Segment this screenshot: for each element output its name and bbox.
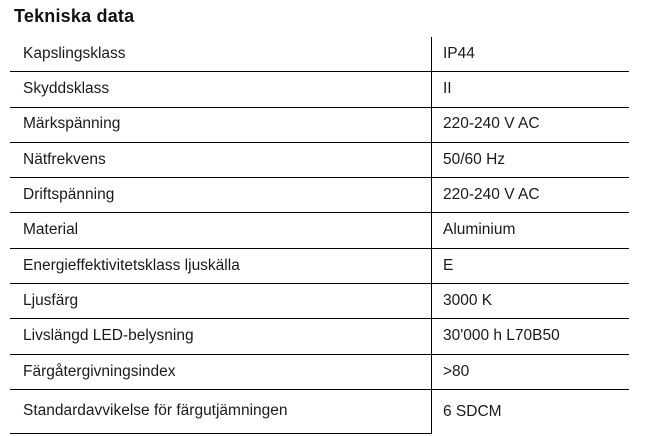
spec-label: Energieffektivitetsklass ljuskälla (10, 249, 432, 284)
spec-value: 220-240 V AC (432, 108, 629, 143)
spec-label: Livslängd LED-belysning (10, 319, 432, 354)
spec-label: Färgåtergivningsindex (10, 355, 432, 390)
table-row (10, 355, 629, 390)
spec-label: Material (10, 213, 432, 248)
page-title: Tekniska data (14, 6, 135, 26)
table-row (10, 249, 629, 284)
table-row (10, 390, 629, 434)
table-row (10, 108, 629, 143)
table-row (10, 213, 629, 248)
spec-value: Aluminium (432, 213, 629, 248)
technical-data-table (10, 37, 629, 434)
table-row (10, 37, 629, 72)
spec-label: Märkspänning (10, 108, 432, 143)
spec-value: 30'000 h L70B50 (432, 319, 629, 354)
spec-value: 3000 K (432, 284, 629, 319)
spec-value: 50/60 Hz (432, 143, 629, 178)
spec-label: Driftspänning (10, 178, 432, 213)
spec-value: IP44 (432, 37, 629, 72)
spec-value: II (432, 72, 629, 107)
table-row (10, 319, 629, 354)
table-row (10, 143, 629, 178)
spec-label: Standardavvikelse för färgutjämningen (10, 390, 432, 434)
spec-label: Kapslingsklass (10, 37, 432, 72)
spec-label: Skyddsklass (10, 72, 432, 107)
table-row (10, 72, 629, 107)
spec-value: 6 SDCM (443, 402, 502, 420)
spec-value: 220-240 V AC (432, 178, 629, 213)
spec-value: >80 (432, 355, 629, 390)
spec-value: E (432, 249, 629, 284)
spec-label: Nätfrekvens (10, 143, 432, 178)
spec-label: Ljusfärg (10, 284, 432, 319)
table-row (10, 284, 629, 319)
table-row (10, 178, 629, 213)
